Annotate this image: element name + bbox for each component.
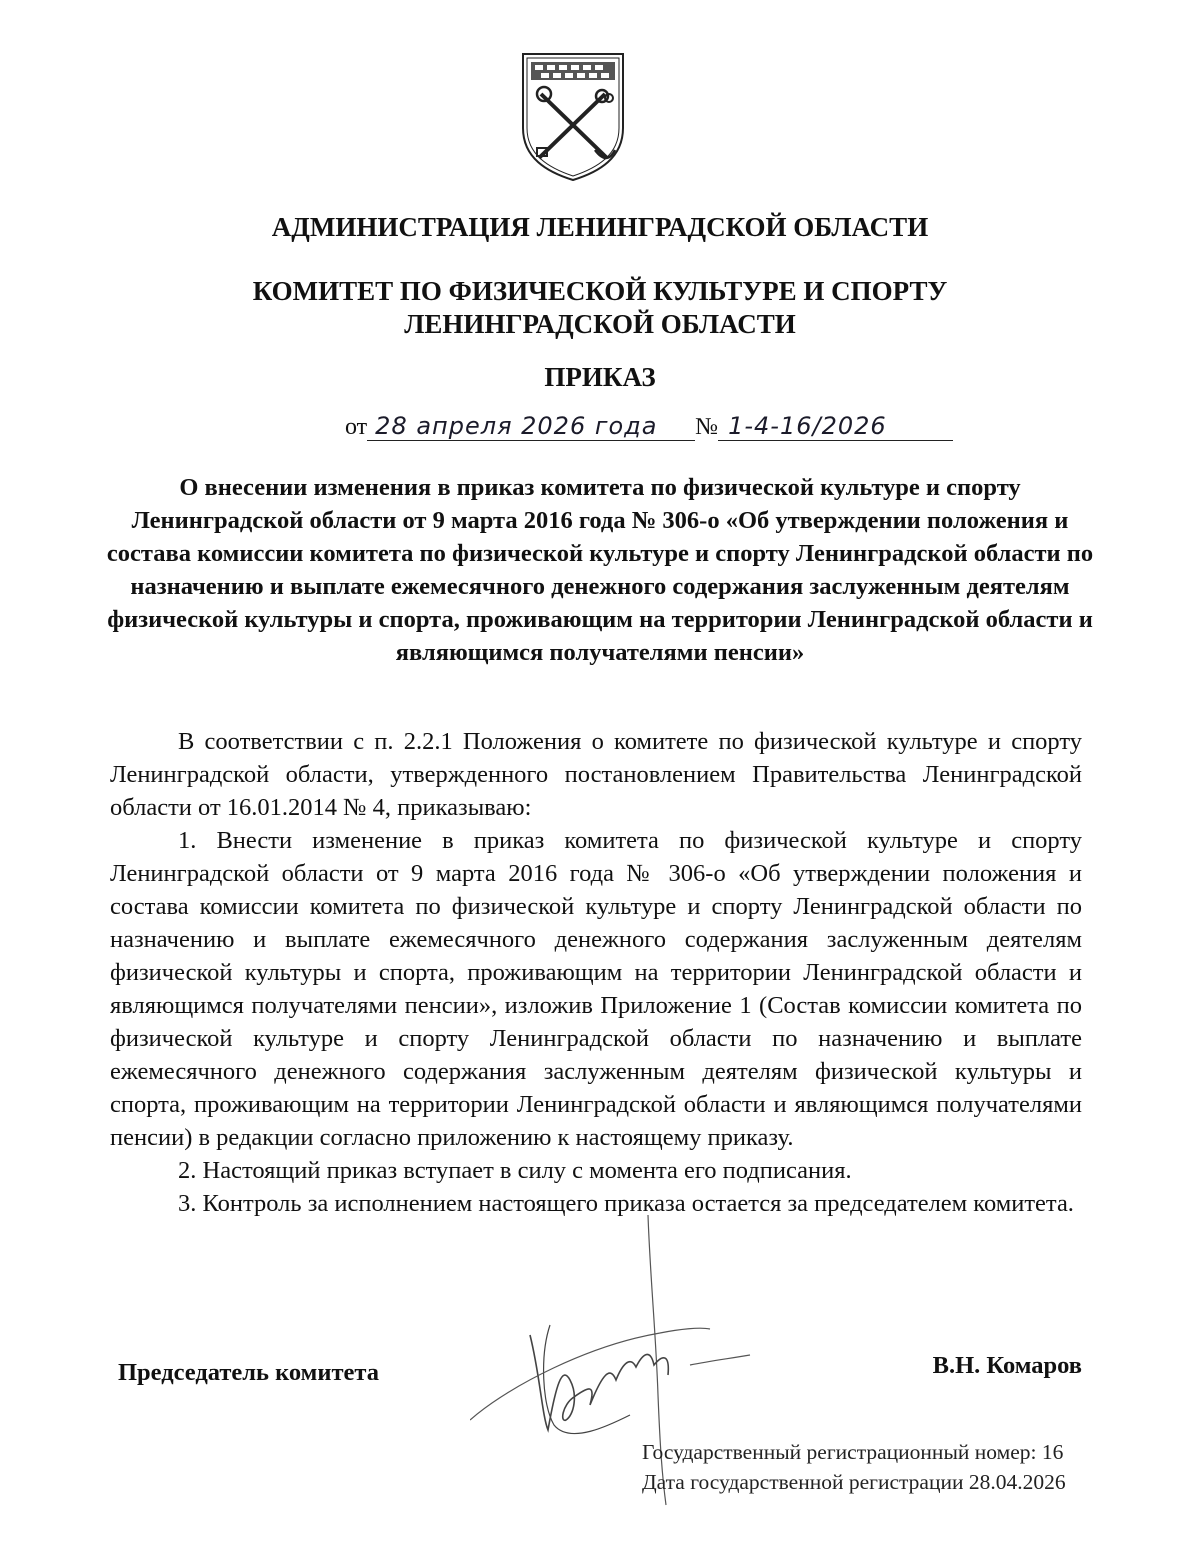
coat-of-arms-emblem: [517, 50, 629, 182]
signer-position: Председатель комитета: [118, 1359, 379, 1386]
paragraph-3: 3. Контроль за исполнением настоящего приказа остается за председателем комитета.: [178, 1190, 1074, 1217]
document-title: О внесении изменения в приказ комитета по физической культуре и спорту Ленинградской области от 9 марта 2016 года № 306-о «Об утверждении положения и состава комиссии комитета по физической культуре и спорту Ленинградской области по назначению и выплате ежемесячного денежного содержания заслуженным деятелям физической культуры и спорта, проживающим на территории Ленинградской области и являющимся получателями пенсии»: [106, 474, 1094, 666]
document-body: [110, 725, 1082, 1220]
signer-name: В.Н. Комаров: [932, 1352, 1082, 1379]
registration-stamp: [642, 1437, 1066, 1497]
date-prefix: от: [345, 414, 368, 440]
paragraph-1: 1. Внести изменение в приказ комитета по физической культуре и спорту Ленинградской области от 9 марта 2016 года № 306-о «Об утверждении положения и состава комиссии комитета по физической культуре и спорту Ленинградской области по назначению и выплате ежемесячного денежного содержания заслуженным деятелям физической культуры и спорта, проживающим на территории Ленинградской области и являющимся получателями пенсии», изложив Приложение 1 (Состав комиссии комитета по физической культуре и спорту Ленинградской области по назначению и выплате ежемесячного денежного содержания заслуженным деятелям физической культуры и спорта, проживающим на территории Ленинградской области и являющимся получателями пенсии) в редакции согласно приложению к настоящему приказу.: [110, 827, 1082, 1151]
handwritten-date: 28 апреля 2026 года: [367, 412, 695, 441]
date-number-line: [345, 412, 953, 441]
document-type: ПРИКАЗ: [544, 362, 656, 392]
committee-name: [0, 275, 1200, 341]
number-prefix: №: [695, 414, 719, 440]
registration-date: Дата государственной регистрации 28.04.2026: [642, 1470, 1066, 1494]
paragraph-2: 2. Настоящий приказ вступает в силу с момента его подписания.: [178, 1157, 852, 1184]
committee-name-line1: КОМИТЕТ ПО ФИЗИЧЕСКОЙ КУЛЬТУРЕ И СПОРТУ: [252, 276, 948, 306]
registration-number: Государственный регистрационный номер: 16: [642, 1440, 1064, 1464]
paragraph-intro: В соответствии с п. 2.2.1 Положения о комитете по физической культуре и спорту Ленинградской области, утвержденного постановлением Правительства Ленинградской области от 16.01.2014 № 4, приказываю:: [110, 728, 1082, 821]
handwritten-number: 1-4-16/2026: [718, 412, 953, 441]
committee-name-line2: ЛЕНИНГРАДСКОЙ ОБЛАСТИ: [404, 309, 796, 339]
organization-name: АДМИНИСТРАЦИЯ ЛЕНИНГРАДСКОЙ ОБЛАСТИ: [271, 212, 929, 242]
